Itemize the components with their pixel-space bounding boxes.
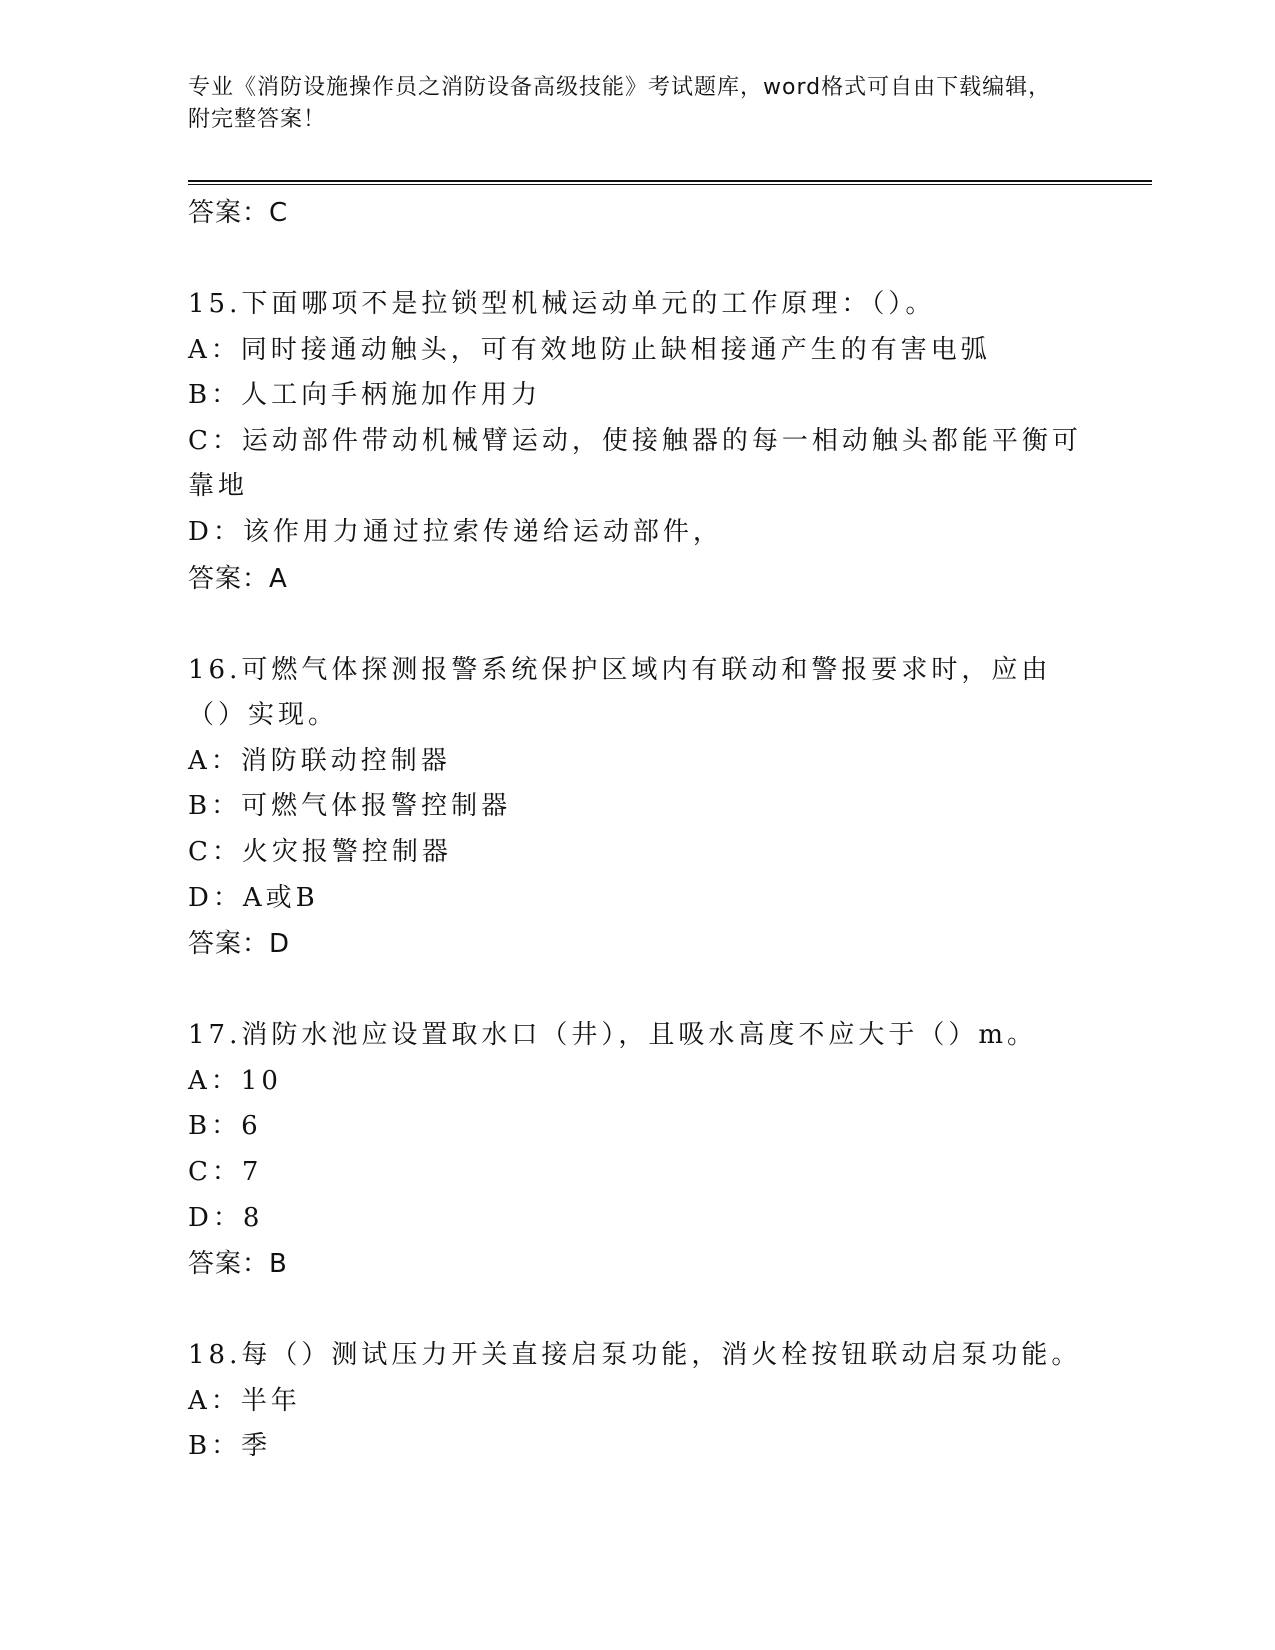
- answer: 答案：A: [188, 563, 288, 594]
- option-b: B：季: [188, 1431, 272, 1462]
- question-list: [188, 190, 1088, 1470]
- document-intro: 专业《消防设施操作员之消防设备高级技能》考试题库，word格式可自由下载编辑，附完整答案！: [188, 75, 1052, 132]
- spacer: [188, 236, 1088, 282]
- question-18: [188, 1333, 1088, 1470]
- option-b: B：人工向手柄施加作用力: [188, 380, 542, 411]
- answer-previous: 答案：C: [188, 198, 289, 228]
- answer: 答案：B: [188, 1249, 288, 1280]
- option-a: A：半年: [188, 1385, 301, 1416]
- spacer: [188, 1287, 1088, 1333]
- option-c: C：7: [188, 1156, 263, 1187]
- option-b: B：可燃气体报警控制器: [188, 791, 512, 822]
- option-d: D：A或B: [188, 882, 319, 913]
- option-a: A：同时接通动触头，可有效地防止缺相接通产生的有害电弧: [188, 334, 991, 365]
- spacer: [188, 602, 1088, 648]
- question-16: [188, 648, 1088, 968]
- header-divider-thin: [188, 184, 1152, 185]
- option-a: A：消防联动控制器: [188, 745, 451, 776]
- option-c: C：火灾报警控制器: [188, 836, 452, 867]
- option-d: D：该作用力通过拉索传递给运动部件，: [188, 516, 723, 547]
- spacer: [188, 967, 1088, 1013]
- question-stem: 16.可燃气体探测报警系统保护区域内有联动和警报要求时，应由（）实现。: [188, 654, 1052, 731]
- header-divider-thick: [188, 180, 1152, 182]
- question-17: [188, 1013, 1088, 1287]
- question-stem: 17.消防水池应设置取水口（井），且吸水高度不应大于（）m。: [188, 1020, 1038, 1051]
- answer: 答案：D: [188, 929, 291, 960]
- option-d: D：8: [188, 1202, 264, 1233]
- option-c: C：运动部件带动机械臂运动，使接触器的每一相动触头都能平衡可靠地: [188, 425, 1082, 502]
- question-stem: 15.下面哪项不是拉锁型机械运动单元的工作原理：（）。: [188, 289, 936, 319]
- option-a: A：10: [188, 1065, 282, 1096]
- question-stem: 18.每（）测试压力开关直接启泵功能，消火栓按钮联动启泵功能。: [188, 1340, 1082, 1371]
- question-15: [188, 282, 1088, 602]
- option-b: B：6: [188, 1111, 262, 1142]
